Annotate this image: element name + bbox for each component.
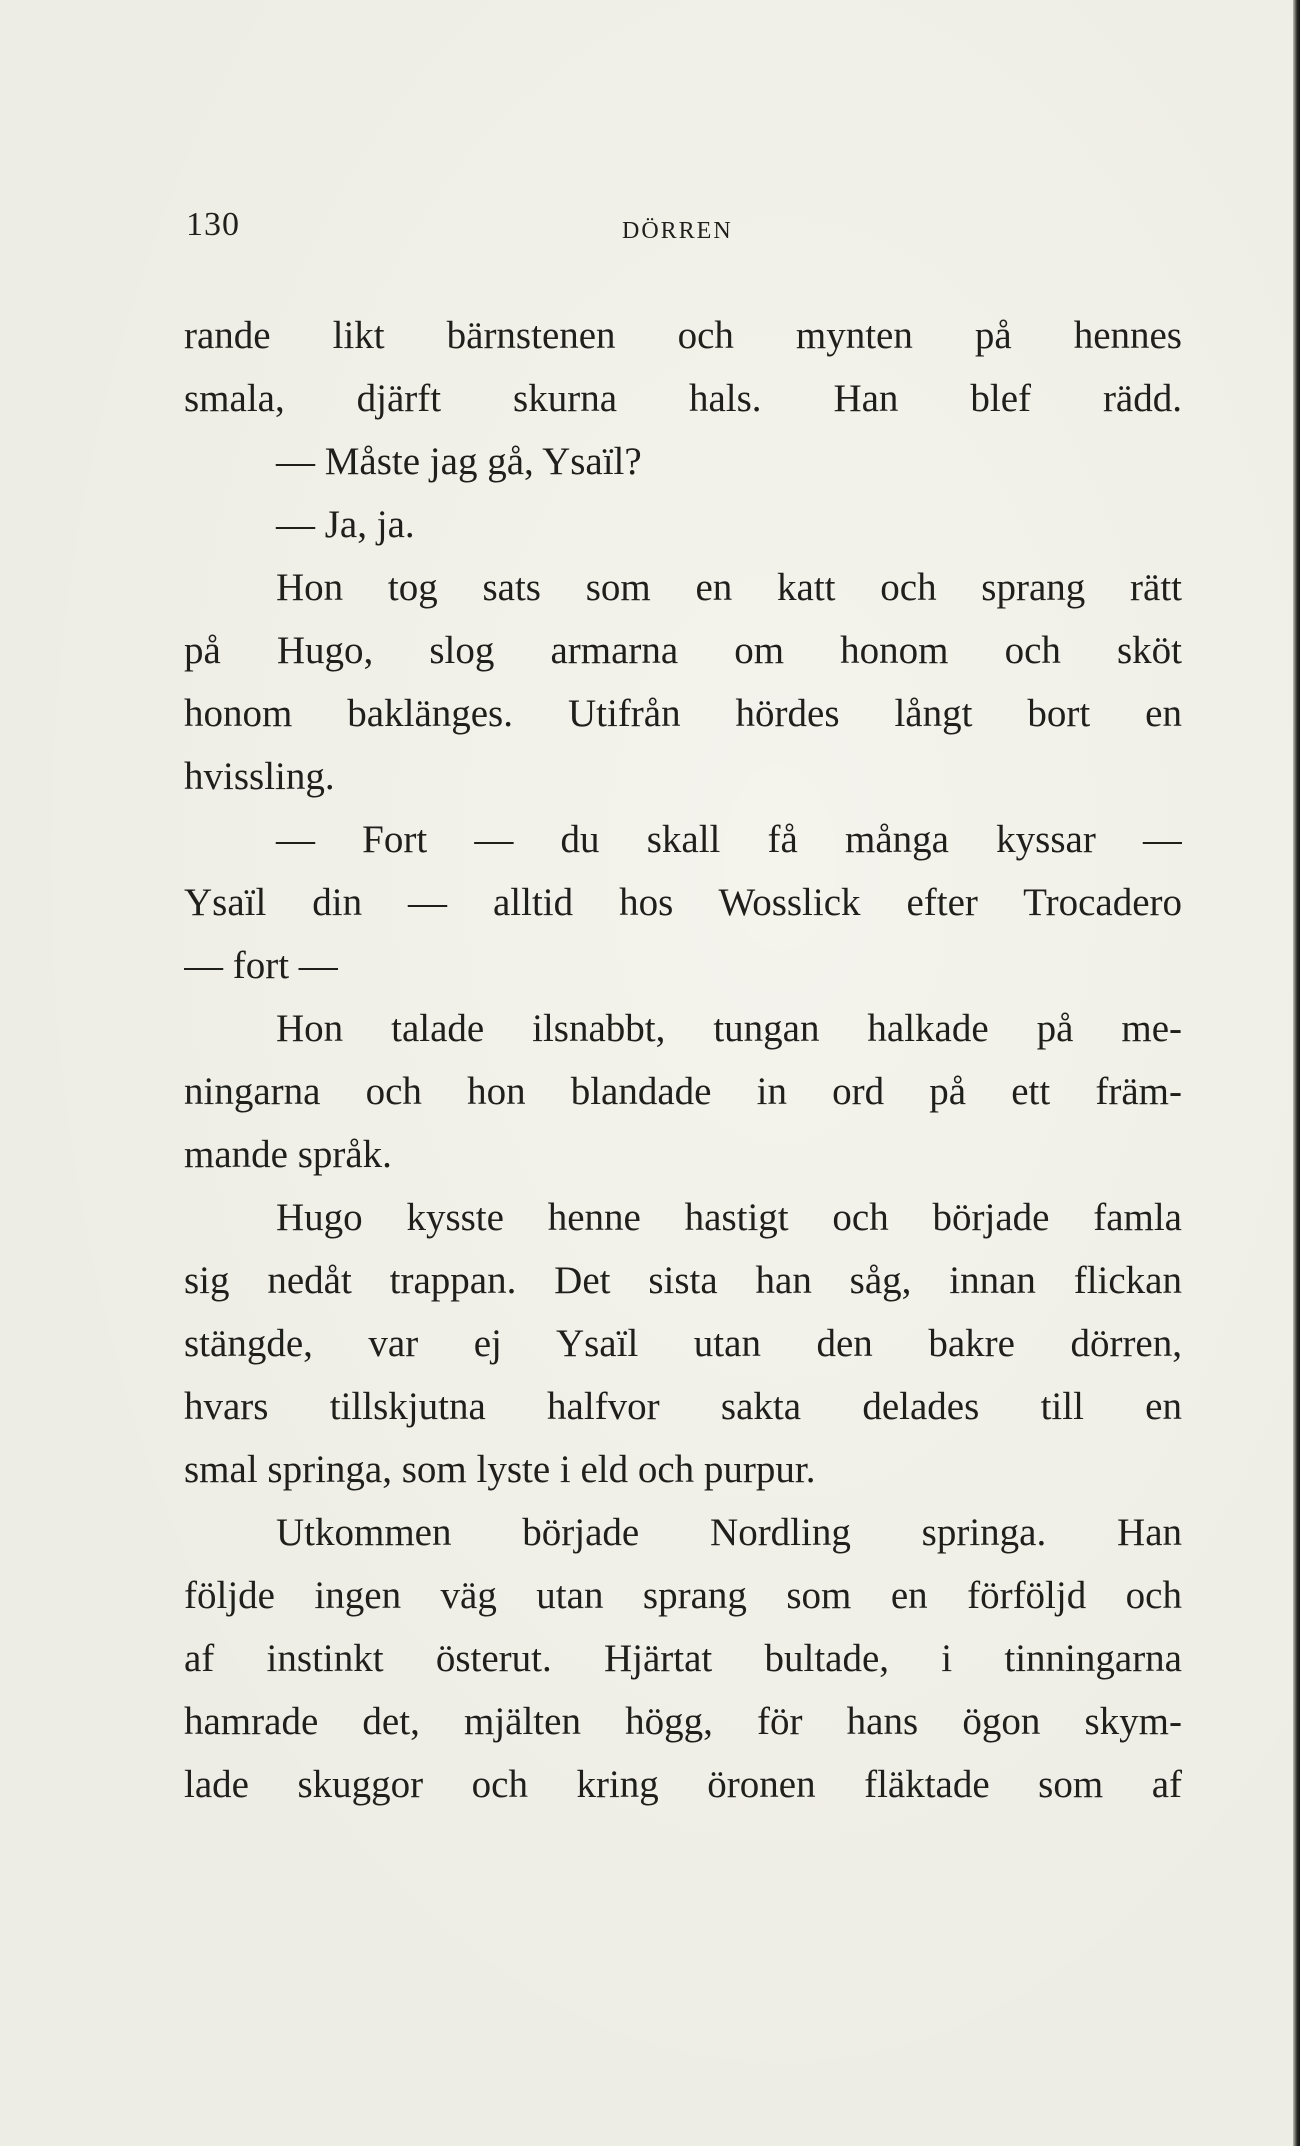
text-line: mande språk. — [184, 1133, 392, 1176]
text-line: af instinkt österut. Hjärtat bultade, i tinningarna — [184, 1637, 1182, 1680]
text-line: Ysaïl din — alltid hos Wosslick efter Trocadero — [184, 881, 1182, 924]
body-text — [184, 304, 1182, 1816]
text-line: — Måste jag gå, Ysaïl? — [276, 440, 642, 483]
text-line: på Hugo, slog armarna om honom och sköt — [184, 629, 1182, 672]
text-line: Hugo kysste henne hastigt och började famla — [276, 1196, 1182, 1239]
text-line: sig nedåt trappan. Det sista han såg, innan flickan — [184, 1259, 1182, 1302]
text-line: smal springa, som lyste i eld och purpur. — [184, 1448, 816, 1491]
text-line: — Ja, ja. — [276, 503, 415, 546]
text-line: stängde, var ej Ysaïl utan den bakre dörren, — [184, 1322, 1182, 1365]
text-line: lade skuggor och kring öronen fläktade som af — [184, 1763, 1182, 1806]
page-number: 130 — [186, 206, 240, 243]
page-header — [186, 206, 1186, 256]
text-line: Hon tog sats som en katt och sprang rätt — [276, 566, 1182, 609]
text-line: Hon talade ilsnabbt, tungan halkade på me- — [276, 1007, 1182, 1050]
text-line: hvissling. — [184, 755, 335, 798]
text-line: — Fort — du skall få många kyssar — — [276, 818, 1182, 861]
text-line: — fort — — [184, 944, 338, 987]
text-line: följde ingen väg utan sprang som en förföljd och — [184, 1574, 1182, 1617]
text-line: rande likt bärnstenen och mynten på hennes — [184, 314, 1182, 357]
text-line: honom baklänges. Utifrån hördes långt bort en — [184, 692, 1182, 735]
running-head: DÖRREN — [622, 218, 733, 244]
text-line: hvars tillskjutna halfvor sakta delades till en — [184, 1385, 1182, 1428]
text-line: smala, djärft skurna hals. Han blef rädd. — [184, 377, 1182, 420]
text-line: Utkommen började Nordling springa. Han — [276, 1511, 1182, 1554]
text-line: hamrade det, mjälten högg, för hans ögon skym- — [184, 1700, 1182, 1743]
page-edge-shadow — [1293, 0, 1300, 2146]
text-line: ningarna och hon blandade in ord på ett främ- — [184, 1070, 1182, 1113]
